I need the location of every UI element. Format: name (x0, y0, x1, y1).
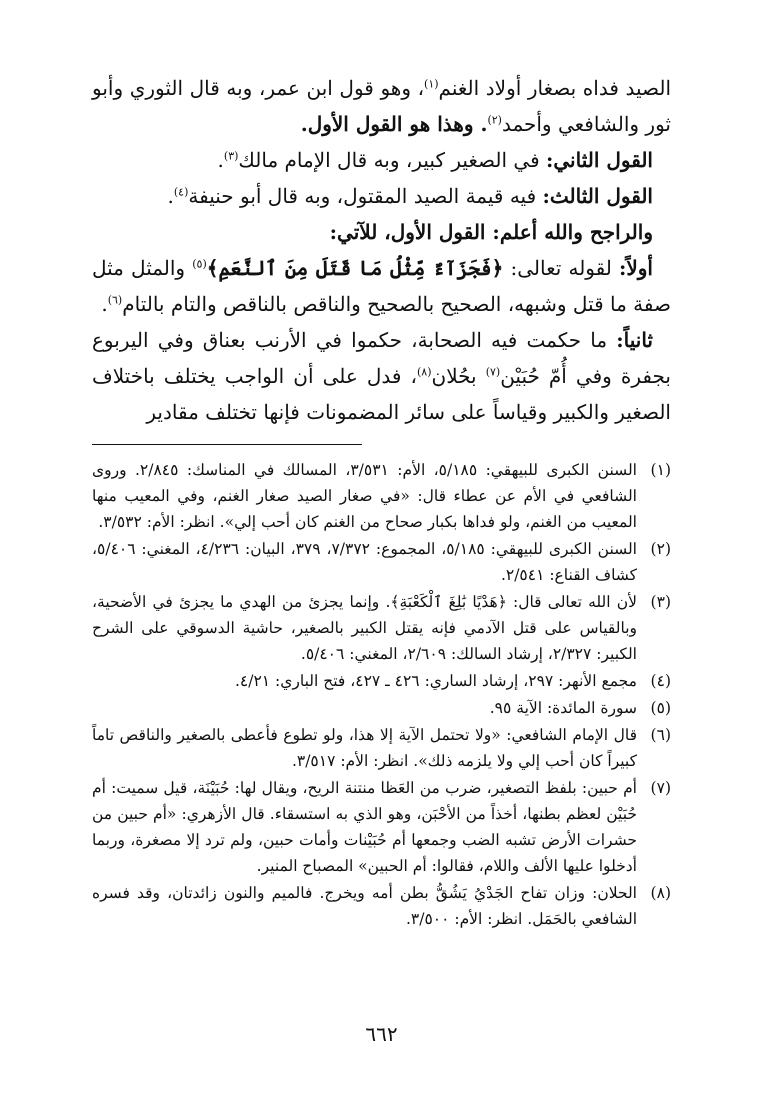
footnote-text: قال الإمام الشافعي: «ولا تحتمل الآية إلا هذا، ولو تطوع فأعطى بالصغير والناقص تاماً كبيراً كان أحب إلي ولا يلزمه ذلك». انظر: الأم: ٣/٥١٧. (92, 726, 637, 770)
opinion-label: القول الثالث: (542, 184, 653, 208)
footnote-ref: (٣) (223, 149, 239, 163)
text-run: ، وهو قول ابن عمر، وبه قال الثوري وأبو ثور والشافعي وأحمد (92, 76, 671, 136)
text-run: لقوله تعالى: (503, 256, 619, 280)
page-number: ٦٦٢ (365, 1022, 398, 1046)
reason-label: ثانياً: (616, 328, 653, 352)
footnote-number: (٢) (650, 540, 671, 558)
footnote-number: (٦) (650, 726, 671, 744)
text-run: الصيد فداه بصغار أولاد الغنم (438, 76, 671, 100)
footnote (92, 880, 671, 932)
footnote-text: الحلان: وزان تفاح الجَدْيُ يَشُقُّ بطن أمه ويخرج. فالميم والنون زائدتان، وقد فسره الشافعي بالحَمَل. انظر: الأم: ٣/٥٠٠. (92, 884, 637, 928)
footnote-text: لأن الله تعالى قال: ﴿هَدْيًا بَٰلِغَ ٱلْكَعْبَةِ﴾. وإنما يجزئ من الهدي ما يجزئ في الأضحية، وبالقياس على قتل الآدمي فإنه يقتل الكبير بالصغير، حاشية الدسوقي على الشرح الكبير: ٢/٣٢٧، إرشاد السالك: ٢/٦٠٩، المغني: ٥/٤٠٦. (92, 593, 637, 663)
footnote (92, 695, 671, 721)
main-text (92, 70, 671, 430)
quran-verse: ﴿فَجَزَآءٌ مِّثْلُ مَا قَتَلَ مِنَ ٱلنَّعَمِ﴾ (206, 256, 504, 280)
footnote-ref: (٤) (173, 185, 189, 199)
footnote-ref: (٦) (107, 293, 123, 307)
footnote-number: (١) (650, 461, 671, 479)
footnote-ref: (٧) (485, 365, 501, 379)
footnote-ref: (٥) (192, 257, 207, 271)
text-run: ، فدل على أن الواجب يختلف باختلاف الصغير والكبير وقياساً على سائر المضمونات فإنها تختلف مقادير (92, 364, 671, 424)
footnote-text: سورة المائدة: الآية ٩٥. (489, 699, 637, 717)
text-run: ما حكمت فيه الصحابة، حكموا في الأرنب بعناق وفي اليربوع بجفرة وفي أُمّ حُبَيْن (92, 328, 671, 388)
footnote-ref: (٨) (417, 365, 432, 379)
footnote-text: السنن الكبرى للبيهقي: ٥/١٨٥، المجموع: ٧/٣٧٢، ٣٧٩، البيان: ٤/٢٣٦، المغني: ٥/٤٠٦، كشاف القناع: ٢/٥٤١. (92, 540, 637, 584)
text-run: . وهذا هو القول الأول. (300, 112, 488, 136)
text-run: . (101, 292, 108, 316)
footnote-number: (٥) (650, 699, 671, 717)
footnote (92, 589, 671, 667)
text-run: في الصغير كبير، وبه قال الإمام مالك (238, 148, 546, 172)
text-run: . (167, 184, 174, 208)
footnote-ref: (٢) (487, 113, 502, 127)
footnote-text: السنن الكبرى للبيهقي: ٥/١٨٥، الأم: ٣/٥٣١، المسالك في المناسك: ٢/٨٤٥. وروى الشافعي في الأم عن عطاء قال: «في صغار الصيد صغار الغنم، وفي المعيب منها المعيب من الغنم، ولو فداها بكبار صحاح من الغنم كان أحب إلي». انظر: الأم: ٣/٥٣٢. (92, 461, 637, 531)
footnote (92, 536, 671, 588)
footnote-number: (٧) (650, 779, 671, 797)
footnote-ref: (١) (424, 77, 439, 91)
paragraph-first-reason (92, 250, 671, 322)
footnote-divider (92, 444, 362, 445)
footnote (92, 775, 671, 879)
paragraph-1 (92, 70, 671, 142)
footnote (92, 668, 671, 694)
footnote-text: أم حبين: بلفظ التصغير، ضرب من العَظا منتنة الريح، ويقال لها: حُبَيْنَة، قيل سميت: أم حُبَيْن لعظم بطنها، أخذاً من الأحْبَن، وهو الذي به استسقاء. قال الأزهري: «أم حبين من حشرات الأرض تشبه الضب وجمعها أم حُبَيْنات وأمات حبين، ولم ترد إلا مصغرة، وربما أدخلوا عليها الألف واللام، فقالوا: أم الحبين» المصباح المنير. (92, 779, 637, 875)
footnote (92, 457, 671, 535)
footnote-number: (٨) (650, 884, 671, 902)
footnote-text: مجمع الأنهر: ٢٩٧، إرشاد الساري: ٤٢٦ ـ ٤٢٧، فتح الباري: ٤/٢١. (234, 672, 637, 690)
footnote-number: (٤) (650, 672, 671, 690)
footnotes (92, 457, 671, 932)
text-run: . (217, 148, 224, 172)
text-run: والمثل مثل صفة ما قتل وشبهه، الصحيح بالصحيح والناقص بالناقص والتام بالتام (92, 256, 671, 316)
reason-label: أولاً: (618, 256, 653, 280)
paragraph-preference: والراجح والله أعلم: القول الأول، للآتي: (329, 220, 653, 244)
paragraph-second-reason (92, 322, 671, 430)
opinion-label: القول الثاني: (546, 148, 653, 172)
text-run: فيه قيمة الصيد المقتول، وبه قال أبو حنيفة (188, 184, 543, 208)
footnote-number: (٣) (650, 593, 671, 611)
paragraph-second-opinion (92, 142, 671, 178)
text-run: بحُلان (431, 364, 486, 388)
footnote (92, 722, 671, 774)
paragraph-third-opinion (92, 178, 671, 214)
